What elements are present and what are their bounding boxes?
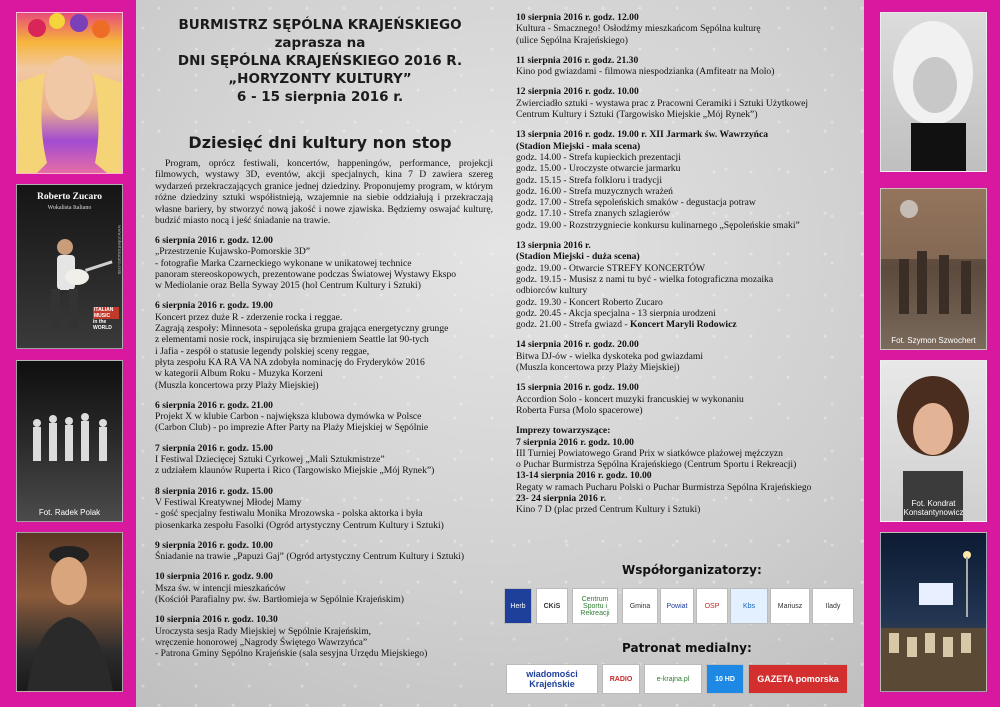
event-item — [516, 129, 866, 231]
event-line: Kino pod gwiazdami - filmowa niespodzianka (Amfiteatr na Molo) — [516, 66, 775, 78]
event-item — [155, 540, 500, 563]
logo-wiadomosci-krajenskie: wiadomości Krajeńskie — [506, 664, 598, 694]
badge-line: ITALIAN — [93, 307, 119, 313]
photo-man-cap — [16, 532, 123, 692]
event-line: Zagrają zespoły: Minnesota - sępoleńska grupa grająca energetyczny grunge — [155, 323, 449, 335]
event-line: płyta zespołu KA RA VA NA zdobyła nominację do Fryderyków 2016 — [155, 356, 425, 368]
event-line: godz. 21.00 - Strefa gwiazd - — [516, 319, 631, 331]
event-line: (Kościół Parafialny pw. św. Bartłomieja w Sępólnie Krajeńskim) — [155, 594, 404, 606]
accompanying-events — [516, 425, 866, 515]
event-date: 6 sierpnia 2016 r. godz. 21.00 — [155, 399, 273, 411]
event-date: 11 sierpnia 2016 r. godz. 21.30 — [516, 54, 639, 66]
event-line: Zwierciadło sztuki - wystawa prac z Pracowni Ceramiki i Sztuki Użytkowej — [516, 97, 808, 109]
event-line: Bitwa DJ-ów - wielka dyskoteka pod gwiazdami — [516, 350, 704, 362]
roberto-title: Roberto Zucaro — [37, 192, 102, 202]
event-line: (Muszla koncertowa przy Plaży Miejskiej) — [516, 362, 680, 374]
right-event-column — [516, 12, 866, 523]
header-event: DNI SĘPÓLNA KRAJEŃSKIEGO 2016 R. — [177, 53, 463, 69]
event-line: godz. 16.00 - Strefa muzycznych wrażeń — [516, 185, 673, 197]
event-line: i Jafia - zespół o statusie legendy polskiej sceny reggae, — [155, 345, 370, 357]
event-line: godz. 15.15 - Strefa folkloru i tradycji — [516, 174, 663, 186]
event-date: 13 sierpnia 2016 r. godz. 19.00 r. XII Jarmark św. Wawrzyńca — [516, 129, 769, 141]
event-item — [516, 86, 866, 120]
header-organizer: BURMISTRZ SĘPÓLNA KRAJEŃSKIEGO — [178, 17, 462, 33]
flower-wreath-icon — [17, 13, 122, 173]
event-date: 8 sierpnia 2016 r. godz. 15.00 — [155, 485, 273, 497]
media-patrons-title: Patronat medialny: — [622, 641, 752, 655]
event-item — [155, 614, 500, 659]
event-line: Koncert przez duże R - zderzenie rocka i reggae. — [155, 311, 343, 323]
outdoor-cinema-icon — [881, 533, 986, 691]
coorganizers-title: Współorganizatorzy: — [622, 563, 762, 577]
event-line: „Przestrzenie Kujawsko-Pomorskie 3D” — [155, 246, 311, 258]
left-event-column — [155, 235, 500, 667]
event-item — [516, 240, 866, 330]
event-line: godz. 19.30 - Koncert Roberto Zucaro — [516, 296, 663, 308]
photo-night-cinema — [880, 532, 987, 692]
event-item — [155, 486, 500, 531]
photo-band-radek-polak — [16, 360, 123, 522]
event-line: Centrum Kultury i Sztuki (Targowisko Miejskie „Mój Rynek”) — [516, 109, 758, 121]
header-dates: 6 - 15 sierpnia 2016 r. — [236, 89, 404, 105]
event-line: piosenkarka zespołu Fasolki (Ogród artystyczny Centrum Kultury i Sztuki) — [155, 519, 444, 531]
event-date: 13 sierpnia 2016 r. — [516, 240, 591, 252]
headliner-concert: Koncert Maryli Rodowicz — [630, 319, 737, 331]
event-date: 6 sierpnia 2016 r. godz. 12.00 — [155, 235, 273, 246]
photo-band-szymon — [880, 188, 987, 350]
event-line: Regaty w ramach Pucharu Polski o Puchar Burmistrza Sępólna Krajeńskiego — [516, 481, 812, 493]
caption-radek-polak: Fot. Radek Polak — [38, 508, 101, 517]
event-date: 14 sierpnia 2016 r. godz. 20.00 — [516, 339, 639, 351]
roberto-url: www.robertozucaro.com — [116, 225, 121, 275]
logo-municipal-crest: Herb — [504, 588, 532, 624]
event-line: Uroczysta sesja Rady Miejskiej w Sępólnie Krajeńskim, — [155, 625, 372, 637]
event-item — [155, 300, 500, 390]
event-line: w kategorii Album Roku - Muzyka Korzeni — [155, 368, 323, 380]
italian-music-badge — [93, 307, 119, 331]
event-item — [516, 55, 866, 78]
event-line: - fotografie Marka Czarneckiego wykonane w unikatowej technice — [155, 257, 412, 269]
event-line: III Turniej Powiatowego Grand Prix w siatkówce plażowej mężczyzn — [516, 447, 783, 459]
event-item — [155, 571, 500, 605]
event-line: - Patrona Gminy Sępólno Krajeńskie (sala sesyjna Urzędu Miejskiego) — [155, 648, 428, 660]
caption-szymon-szwochert: Fot. Szymon Szwochert — [891, 336, 976, 345]
badge-line: MUSIC — [93, 313, 119, 319]
event-line: (Muszla koncertowa przy Plaży Miejskiej) — [155, 379, 319, 391]
event-line: godz. 15.00 - Uroczyste otwarcie jarmarku — [516, 163, 681, 175]
event-line: Msza św. w intencji mieszkańców — [155, 582, 286, 594]
event-line: o Puchar Burmistrza Sępólna Krajeńskiego (Centrum Sportu i Rekreacji) — [516, 459, 797, 471]
event-date: 15 sierpnia 2016 r. godz. 19.00 — [516, 382, 639, 394]
event-line: Roberta Fursa (Molo spacerowe) — [516, 404, 643, 416]
event-line: godz. 19.15 - Musisz z nami tu być - wielka fotograficzna mozaika — [516, 273, 774, 285]
event-line: godz. 19.00 - Rozstrzygniecie konkursu kulinarnego „Sępoleńskie smaki” — [516, 219, 800, 231]
event-line: w Mediolanie oraz Bella Syway 2015 (hol Centrum Kultury i Sztuki) — [155, 280, 421, 292]
logo-county: Powiat — [660, 588, 694, 624]
portrait-woman-bw-icon — [881, 13, 986, 171]
photo-flower-woman — [16, 12, 123, 174]
event-item — [516, 12, 866, 46]
logo-radio: RADIO — [602, 664, 640, 694]
event-line: godz. 17.10 - Strefa znanych szlagierów — [516, 208, 671, 220]
badge-line: in the — [93, 319, 107, 325]
event-date: 10 sierpnia 2016 r. godz. 12.00 — [516, 12, 639, 23]
logo-association: Mariusz — [770, 588, 810, 624]
event-date: 9 sierpnia 2016 r. godz. 10.00 — [155, 539, 273, 551]
event-line: godz. 14.00 - Strefa kupieckich prezentacji — [516, 151, 681, 163]
event-venue: (Stadion Miejski - mała scena) — [516, 140, 641, 152]
event-date: 7 sierpnia 2016 r. godz. 15.00 — [155, 442, 273, 454]
event-date: 6 sierpnia 2016 r. godz. 19.00 — [155, 300, 273, 312]
event-line: I Festiwal Dziecięcej Sztuki Cyrkowej „Mali Sztukmistrze” — [155, 454, 385, 466]
logo-fire-brigade: OSP — [696, 588, 728, 624]
event-line: odbiorców kultury — [516, 285, 588, 297]
event-item — [516, 339, 866, 373]
logo-10hd: 10 HD — [706, 664, 744, 694]
header-invite: zaprasza na — [274, 35, 366, 51]
caption-kondrat: Fot. Kondrat Konstantynowicz — [903, 499, 964, 517]
event-venue: (Stadion Miejski - duża scena) — [516, 251, 640, 263]
event-date: 10 sierpnia 2016 r. godz. 9.00 — [155, 571, 273, 583]
event-line: godz. 17.00 - Strefa sępoleńskich smaków - degustacja potraw — [516, 197, 756, 209]
portrait-curly-woman-icon — [881, 361, 986, 521]
event-line: Accordion Solo - koncert muzyki francuskiej w wykonaniu — [516, 393, 744, 405]
photo-maryla-rodowicz — [880, 360, 987, 522]
event-line: panoram stereoskopowych, prezentowane podczas Światowej Wystawy Ekspo — [155, 268, 457, 280]
logo-gazeta-pomorska: GAZETA pomorska — [748, 664, 848, 694]
badge-line: WORLD — [93, 325, 112, 331]
logo-ilady: Ilady — [812, 588, 854, 624]
event-date: 23- 24 sierpnia 2016 r. — [516, 492, 606, 504]
event-line: godz. 20.45 - Akcja specjalna - 13 sierpnia urodzeni — [516, 307, 716, 319]
event-line: godz. 19.00 - Otwarcie STREFY KONCERTÓW — [516, 262, 706, 274]
event-date: 7 sierpnia 2016 r. godz. 10.00 — [516, 436, 634, 448]
logo-kbs-bank: Kbs — [730, 588, 768, 624]
photo-blonde-woman — [880, 12, 987, 172]
event-line: z elementami nosie rock, inspirująca się brzmieniem Seattle lat 90-tych — [155, 334, 429, 346]
band-members-icon — [17, 361, 122, 521]
header-theme: „HORYZONTY KULTURY” — [228, 71, 412, 87]
intro-paragraph: Program, oprócz festiwali, koncertów, happeningów, performance, projekcji filmowych, wystawy 3D, eventów, akcji specjalnych, kina 7 D zawiera szereg wydarzeń przekraczających granice jednej dziedziny. Proponujemy program, w którym różne dziedziny sztuki współistnieją, wzajemnie na siebie oddziałują i przekraczają własne bariery, by stworzyć nową jakość i nowe zjawiska. Będziemy oswajać kulturę, budzić miasto nocą i jeść śniadanie na trawie. — [155, 158, 493, 227]
photo-roberto-zucaro — [16, 184, 123, 349]
event-line: Kino 7 D (plac przed Centrum Kultury i Sztuki) — [516, 504, 701, 516]
event-line: z udziałem klaunów Ruperta i Rico (Targowisko Miejskie „Mój Rynek”) — [155, 465, 435, 477]
band-on-wall-icon — [881, 189, 986, 349]
event-line: - gość specjalny festiwalu Monika Mrozowska - polska aktorka i była — [155, 508, 423, 520]
logo-municipality: Gmina — [622, 588, 658, 624]
event-line: (Carbon Club) - po imprezie After Party na Plaży Miejskiej w Sępólnie — [155, 422, 429, 434]
event-item — [155, 443, 500, 477]
accompanying-title: Imprezy towarzyszące: — [516, 425, 611, 437]
logo-sports-center: Centrum Sportu i Rekreacji — [572, 588, 618, 624]
event-date: 10 sierpnia 2016 r. godz. 10.30 — [155, 614, 278, 626]
logo-e-krajna: e-krajna.pl — [644, 664, 702, 694]
event-date: 13-14 sierpnia 2016 r. godz. 10.00 — [516, 470, 652, 482]
event-line: (ulice Sępólna Krajeńskiego) — [516, 34, 628, 46]
event-line: V Festiwal Kreatywnej Młodej Mamy — [155, 496, 302, 508]
portrait-man-icon — [17, 533, 122, 691]
event-item — [516, 382, 866, 416]
logo-ckis: CKiS — [536, 588, 568, 624]
event-date: 12 sierpnia 2016 r. godz. 10.00 — [516, 86, 639, 98]
event-line: Kultura - Smacznego! Osłodźmy mieszkańcom Sępólna kulturę — [516, 23, 761, 35]
event-line: Śniadanie na trawie „Papuzi Gaj” (Ogród artystyczny Centrum Kultury i Sztuki) — [155, 551, 465, 563]
event-item — [155, 400, 500, 434]
roberto-subtitle: Wokalista Italiano — [47, 205, 92, 211]
event-line: wręczenie honorowej „Nagrody Świętego Wawrzyńca” — [155, 636, 368, 648]
event-line: Projekt X w klubie Carbon - największa klubowa dymówka w Polsce — [155, 411, 422, 423]
event-item — [155, 235, 500, 291]
poster-header — [140, 16, 500, 106]
poster-subtitle: Dziesięć dni kultury non stop — [188, 133, 452, 152]
